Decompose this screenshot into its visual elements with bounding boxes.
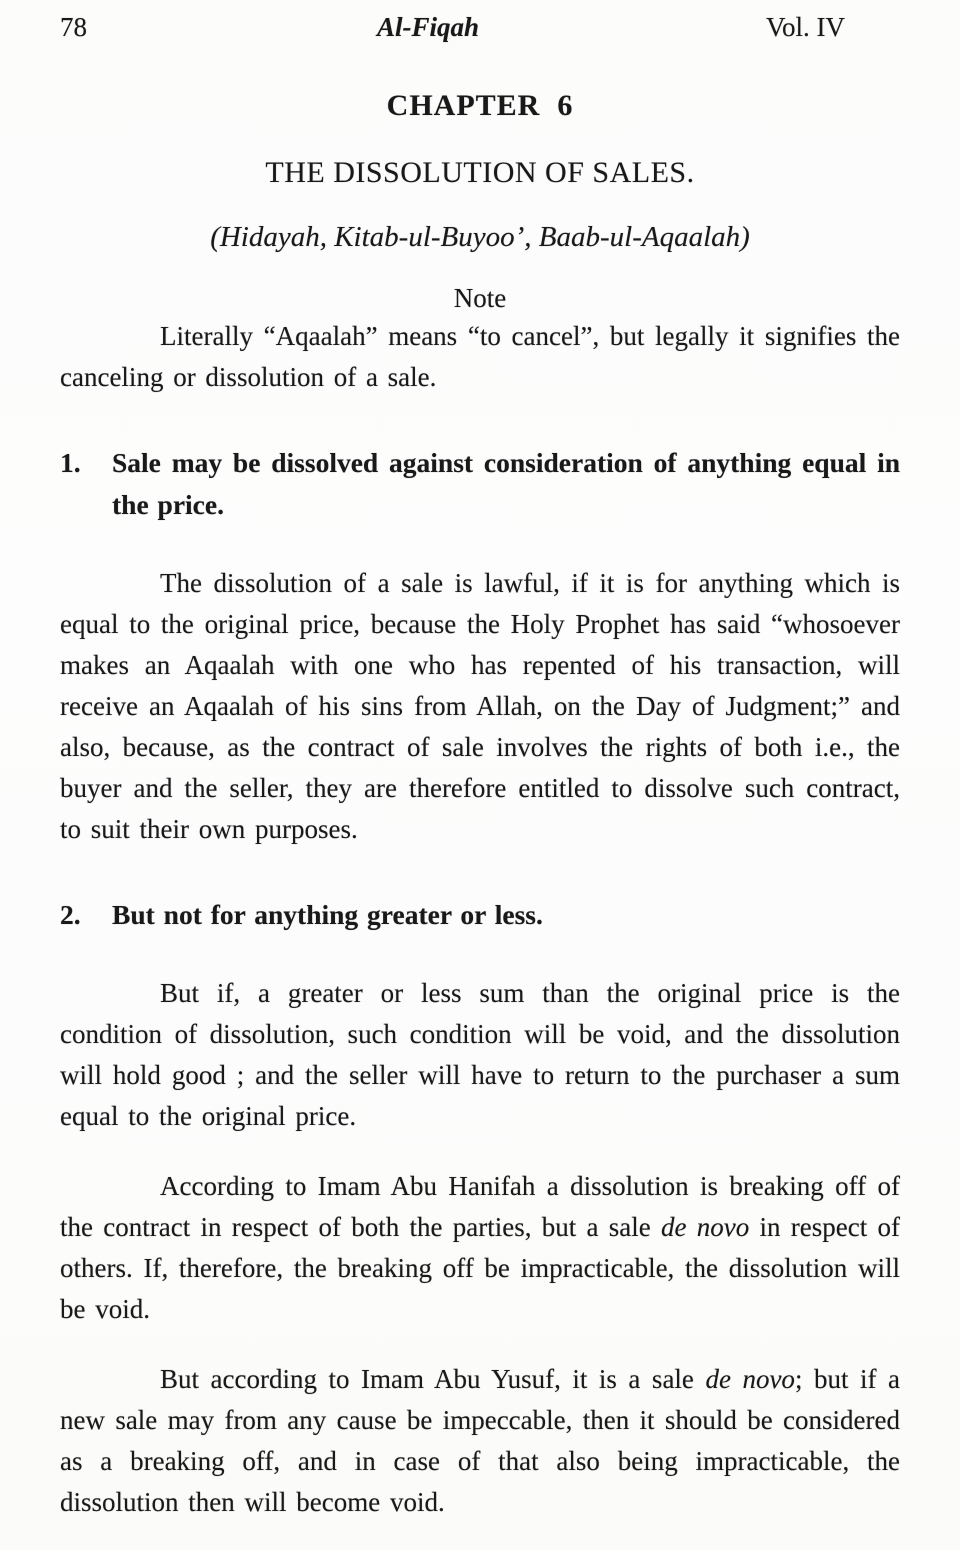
chapter-title: THE DISSOLUTION OF SALES. (265, 156, 695, 189)
section-2 (60, 894, 900, 1523)
body-paragraph: According to Imam Abu Hanifah a dissolution is breaking off of the contract in respect of both the parties, but a sale de novo in respect of others. If, therefore, the breaking off be impracticable, the dissolution will be void. (60, 1171, 901, 1324)
section-1-heading-text: Sale may be dissolved against consideration of anything equal in the price. (112, 447, 900, 520)
volume-label: Vol. IV (765, 12, 845, 42)
section-2-heading-text: But not for anything greater or less. (112, 899, 543, 930)
note-paragraph: Literally “Aqaalah” means “to cancel”, but legally it signifies the canceling or dissolution of a sale. (60, 321, 900, 392)
section-2-number: 2. (60, 899, 81, 930)
chapter-source-line: (Hidayah, Kitab-ul-Buyoo’, Baab-ul-Aqaalah) (210, 221, 750, 253)
section-1 (60, 442, 900, 850)
note-heading: Note (453, 283, 507, 313)
page-number: 78 (60, 12, 87, 42)
section-1-number: 1. (60, 447, 81, 478)
running-header (60, 12, 900, 43)
section-2-heading (60, 894, 900, 936)
book-title: Al-Fiqah (376, 12, 480, 42)
body-paragraph: But according to Imam Abu Yusuf, it is a sale de novo; but if a new sale may from any cause be impeccable, then it should be considered as a breaking off, and in case of that also being impracticable, the dissolution then will become void. (60, 1364, 900, 1517)
body-paragraph: But if, a greater or less sum than the original price is the condition of dissolution, such condition will be void, and the dissolution will hold good ; and the seller will have to return to the purchaser a sum equal to the original price. (60, 978, 900, 1131)
chapter-heading: CHAPTER 6 (386, 89, 574, 122)
section-1-heading (60, 442, 900, 526)
body-paragraph: The dissolution of a sale is lawful, if it is for anything which is equal to the original price, because the Holy Prophet has said “whosoever makes an Aqaalah with one who has repented of his transaction, will receive an Aqaalah of his sins from Allah, on the Day of Judgment;” and also, because, as the contract of sale involves the rights of both i.e., the buyer and the seller, they are therefore entitled to dissolve such contract, to suit their own purposes. (60, 568, 900, 844)
note-block (60, 283, 900, 398)
